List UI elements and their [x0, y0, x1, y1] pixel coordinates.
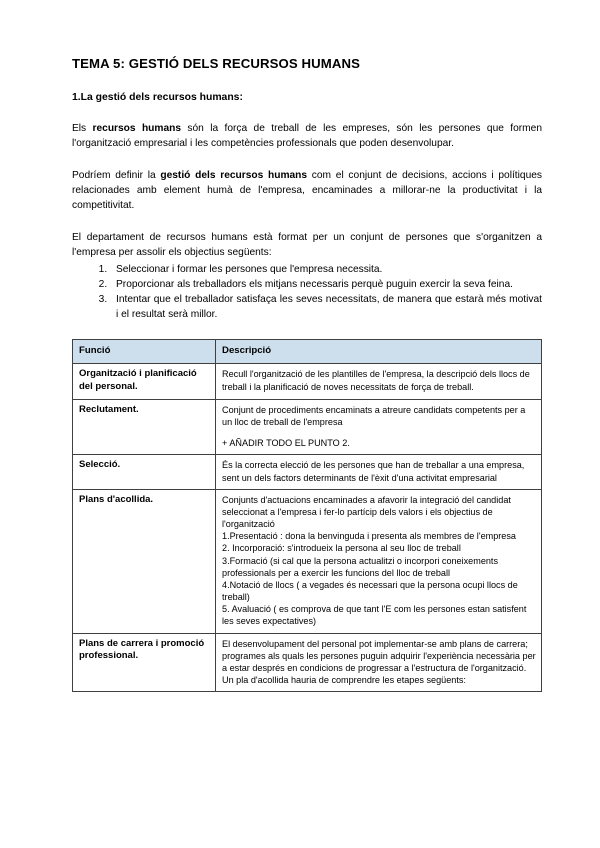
page-title: TEMA 5: GESTIÓ DELS RECURSOS HUMANS: [72, 56, 361, 71]
table-row: [73, 489, 542, 633]
table-header: [73, 339, 542, 364]
paragraph-2-emphasis: gestió dels recursos humans: [160, 169, 308, 181]
paragraph-2-rest: com el conjunt de decisions, accions i polítiques relacionades amb element humà de l'empresa, encaminades a millorar-ne la productivitat i la competitivitat.: [72, 169, 542, 211]
cell-descripcio: [216, 399, 542, 455]
desc-line: 1.Presentació : dona la benvinguda i presenta als membres de l'empresa: [222, 531, 516, 542]
cell-descripcio: [216, 455, 542, 489]
desc-line: 4.Notació de llocs ( a vegades és necessari que la persona ocupi llocs de treball): [222, 579, 518, 603]
desc-line: El desenvolupament del personal pot implementar-se amb plans de carrera; programes als quals les persones puguin adquirir l'experiència necessària per a estar després en condicions de progressar a l'estructura de l'organització. Un pla d'acollida hauria de comprendre les etapes següents:: [222, 638, 536, 686]
objectives-list: [72, 262, 542, 322]
desc-spacer: [222, 428, 536, 437]
column-header-descripcio: Descripció: [216, 339, 542, 364]
list-item: 2. Proporcionar als treballadors els mitjans necessaris perquè puguin exercir la seva feina.: [110, 277, 542, 292]
table-row: [73, 455, 542, 489]
paragraph-1-lead: Els: [72, 122, 93, 134]
desc-line: 5. Avaluació ( es comprova de que tant l'E com les persones estan satisfent les seves expectatives): [222, 604, 527, 627]
table-body: [73, 364, 542, 692]
paragraph-definition-rrhh: [72, 121, 542, 151]
desc-line: És la correcta elecció de les persones que han de treballar a una empresa, sent un dels factors determinants de l'èxit d'una activitat empresarial: [222, 460, 525, 483]
cell-descripcio: [216, 633, 542, 692]
paragraph-1-emphasis: recursos humans: [92, 122, 182, 134]
cell-funcio: Reclutament.: [73, 399, 216, 455]
cell-descripcio: [216, 489, 542, 633]
cell-funcio: Organització i planificació del personal.: [73, 364, 216, 399]
list-item: 3. Intentar que el treballador satisfaça les seves necessitats, de manera que estarà més motivat i el resultat serà millor.: [110, 292, 542, 322]
paragraph-2-lead: Podríem definir la: [72, 169, 161, 181]
column-header-funcio: Funció: [73, 339, 216, 364]
functions-table: [72, 339, 542, 693]
table-row: [73, 633, 542, 692]
desc-line: 3.Formació (si cal que la persona actualitzi o incorpori coneixements professionals per a exercir les funcions del lloc de treball: [222, 555, 499, 578]
cell-funcio: Selecció.: [73, 455, 216, 489]
cell-funcio: Plans de carrera i promoció professional.: [73, 633, 216, 692]
paragraph-1-rest: són la força de treball de les empreses, són les persones que formen l'organització empresarial i les competències professionals que poden desenvolupar.: [72, 122, 542, 149]
cell-funcio: Plans d'acollida.: [73, 489, 216, 633]
table-header-row: [73, 339, 542, 364]
desc-line: Conjunts d'actuacions encaminades a afavorir la integració del candidat seleccionat a l'empresa i fer-lo partícip dels valors i els objectius de l'organització: [222, 494, 511, 530]
paragraph-definition-gestio: [72, 168, 542, 213]
desc-line: Recull l'organització de les plantilles de l'empresa, la descripció dels llocs de treball i la planificació de noves necessitats de força de treball.: [222, 369, 530, 392]
section-heading: 1.La gestió dels recursos humans:: [72, 91, 243, 103]
list-item: 1. Seleccionar i formar les persones que l'empresa necessita.: [110, 262, 542, 277]
table-row: [73, 399, 542, 455]
desc-line: Conjunt de procediments encaminats a atreure candidats competents per a un lloc de treball de l'empresa: [222, 404, 526, 427]
desc-line: 2. Incorporació: s'introdueix la persona al seu lloc de treball: [222, 543, 461, 554]
table-row: [73, 364, 542, 399]
paragraph-departament: El departament de recursos humans està format per un conjunt de persones que s'organitzen a l'empresa per assolir els objectius següents:: [72, 231, 542, 259]
desc-line-note: + AÑADIR TODO EL PUNTO 2.: [222, 438, 350, 449]
cell-descripcio: [216, 364, 542, 399]
